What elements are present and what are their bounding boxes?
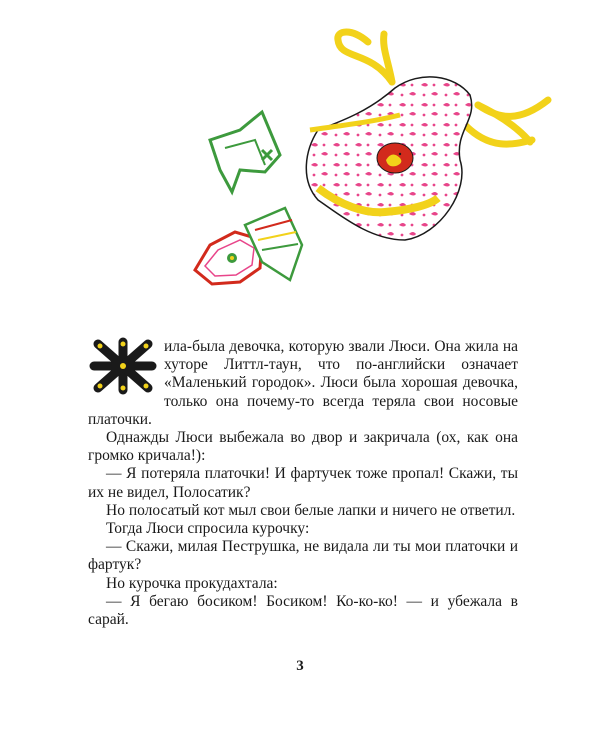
apron: [306, 77, 471, 240]
story-text: [88, 338, 518, 629]
story-paragraph: ила-была девочка, которую звали Люси. Она жила на хуторе Литтл-таун, что по-английски означает «Маленький городок». Люси была хорошая девочка, только она почему-то всегда теряла свои носовые платочки.: [88, 338, 518, 428]
handkerchiefs-and-apron-illustration: [0, 0, 600, 330]
decorative-dropcap-zh: [88, 336, 158, 396]
story-paragraph: — Я потеряла платочки! И фартучек тоже пропал! Скажи, ты их не видел, Полосатик?: [88, 465, 518, 501]
story-paragraph: — Скажи, милая Пеструшка, не видала ли ты мои платочки и фартук?: [88, 538, 518, 574]
story-paragraph: — Я бегаю босиком! Босиком! Ко-ко-ко! — и убежала в сарай.: [88, 592, 518, 629]
green-handkerchief: [210, 112, 280, 192]
story-paragraph: Однажды Люси выбежала во двор и закричала (ох, как она громко кричала!):: [88, 429, 518, 465]
story-paragraph: Тогда Люси спросила курочку:: [106, 520, 310, 538]
story-paragraph: Но полосатый кот мыл свои белые лапки и ничего не ответил.: [106, 501, 516, 519]
story-paragraph: Но курочка прокудахтала:: [106, 574, 278, 592]
page-number: 3: [296, 658, 304, 674]
